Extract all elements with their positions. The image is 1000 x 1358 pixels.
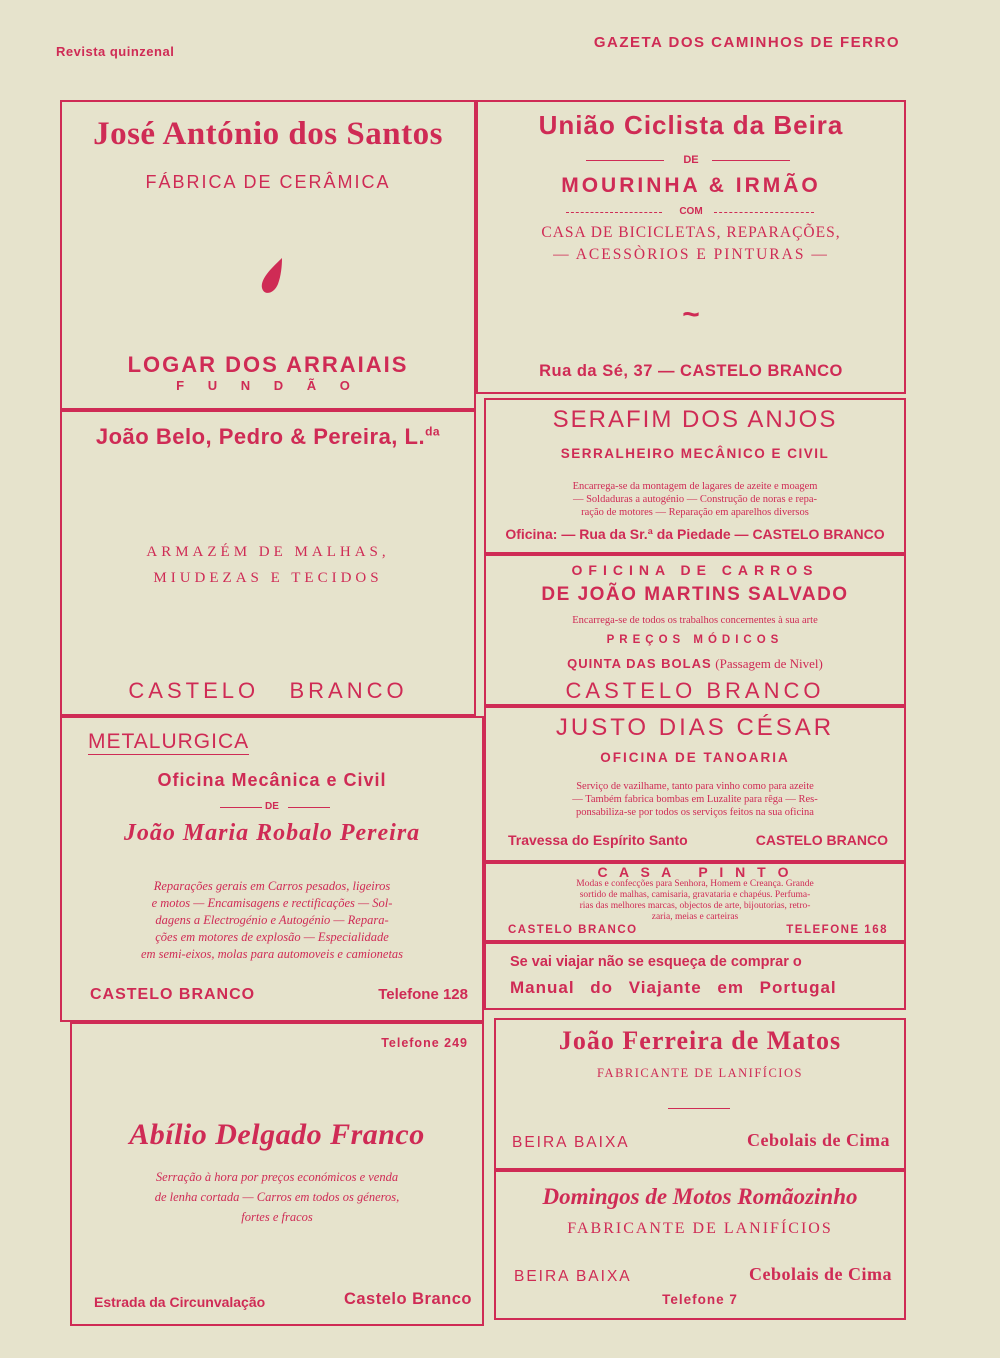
ad-place: [486, 656, 904, 672]
divider: [288, 807, 330, 808]
ad-prices: PREÇOS MÓDICOS: [606, 634, 784, 646]
ad-owners: MOURINHA & IRMÃO: [561, 174, 821, 197]
ad-metalurgica: [60, 716, 484, 1022]
ad-desc2: — Soldaduras a autogénio — Construção de noras e repa-: [572, 494, 818, 505]
page-header: [56, 30, 900, 60]
ad-desc2: — Também fabrica bombas em Luzalite para rêga — Res-: [572, 794, 818, 805]
ad-jose-antonio-dos-santos: [60, 100, 476, 410]
ad-subtitle: SERRALHEIRO MECÂNICO E CIVIL: [560, 446, 830, 461]
ad-town: CASTELO BRANCO: [90, 986, 256, 1003]
ad-desc: Encarrega-se de todos os trabalhos concernentes à sua arte: [572, 615, 818, 626]
ad-desc3: ração de motores — Reparação em aparelhos diversos: [581, 507, 809, 518]
ad-serafim-dos-anjos: [484, 398, 906, 554]
ad-town: Cebolais de Cima: [747, 1130, 890, 1150]
ad-desc3: dagens a Electrogénio e Autogénio — Repara-: [155, 913, 389, 927]
ad-desc1: Serração à hora por preços económicos e venda: [155, 1170, 399, 1184]
ad-place: LOGAR DOS ARRAIAIS: [127, 352, 409, 377]
ad-desc5: em semi-eixos, molas para automoveis e camionetas: [140, 947, 404, 961]
ad-manual-do-viajante: [484, 942, 906, 1010]
ad-town: Castelo Branco: [343, 1290, 472, 1308]
ad-town: CASTELO BRANCO: [508, 924, 638, 936]
ad-desc2: e motos — Encamisagens e rectificações — Sol-: [151, 896, 393, 910]
ad-owner: João Maria Robalo Pereira: [123, 820, 421, 846]
ad-desc1: Encarrega-se da montagem de lagares de azeite e moagem: [572, 481, 818, 492]
ad-title: OFICINA DE CARROS: [571, 562, 819, 578]
ad-domingos-romaozinho: [494, 1170, 906, 1320]
ad-joao-ferreira-de-matos: [494, 1018, 906, 1170]
ad-region: BEIRA BAIXA: [514, 1268, 632, 1285]
divider: [712, 160, 790, 161]
ad-name: José António dos Santos: [93, 116, 443, 152]
ad-subtitle: FÁBRICA DE CERÂMICA: [145, 172, 391, 192]
ad-line2: MIUDEZAS E TECIDOS: [153, 570, 383, 586]
ad-name: DE JOÃO MARTINS SALVADO: [541, 584, 849, 605]
ad-line2: — ACESSÒRIOS E PINTURAS —: [553, 246, 829, 263]
ad-name: C A S A P I N T O: [597, 864, 793, 880]
ad-name: SERAFIM DOS ANJOS: [552, 406, 838, 433]
ad-name: JUSTO DIAS CÉSAR: [555, 714, 835, 741]
ad-street: Travessa do Espírito Santo: [508, 832, 688, 848]
drop-ornament-icon: [254, 256, 288, 296]
ad-casa-pinto: [484, 862, 906, 942]
ad-desc1: Reparações gerais em Carros pesados, ligeiros: [153, 879, 391, 893]
ad-subtitle: OFICINA DE TANOARIA: [600, 750, 790, 765]
ad-title: METALURGICA: [88, 730, 250, 753]
ad-desc2: sortido de malhas, camisaria, gravataria e chapéus. Perfuma-: [579, 890, 811, 900]
ad-town: Cebolais de Cima: [749, 1264, 892, 1284]
ad-name: [62, 424, 474, 450]
ad-town: CASTELO BRANCO: [128, 678, 408, 703]
ad-subtitle: FABRICANTE DE LANIFÍCIOS: [597, 1066, 803, 1080]
ad-com: COM: [679, 206, 703, 217]
ad-name-main: João Belo, Pedro & Pereira, L.: [95, 424, 426, 449]
ad-desc3: ponsabiliza-se por todos os serviços feitos na sua oficina: [576, 807, 814, 818]
ad-phone: Telefone 249: [381, 1036, 468, 1050]
ad-address: Rua da Sé, 37 — CASTELO BRANCO: [539, 362, 843, 380]
ad-de: DE: [265, 801, 279, 812]
ad-name: Abílio Delgado Franco: [129, 1118, 425, 1151]
ad-street: Estrada da Circunvalação: [94, 1294, 266, 1310]
divider: [668, 1108, 730, 1109]
ad-phone: Telefone 7: [662, 1292, 738, 1307]
ad-place-rest: (Passagem de Nivel): [715, 656, 823, 671]
ad-line2: Manual do Viajante em Portugal: [510, 978, 837, 997]
ad-desc4: ções em motores de explosão — Especialidade: [155, 930, 389, 944]
ad-line1: ARMAZÉM DE MALHAS,: [146, 544, 390, 560]
ad-place-bold: QUINTA DAS BOLAS: [567, 656, 712, 671]
ad-desc2: de lenha cortada — Carros em todos os géneros,: [154, 1190, 400, 1204]
ad-desc3: fortes e fracos: [241, 1210, 313, 1224]
ad-phone: TELEFONE 168: [786, 924, 888, 936]
ad-phone: Telefone 128: [378, 986, 468, 1003]
ad-town: CASTELO BRANCO: [565, 678, 825, 703]
ad-oficina-de-carros: [484, 554, 906, 706]
divider: [714, 212, 814, 213]
publication-frequency: Revista quinzenal: [56, 44, 175, 59]
ad-subtitle: Oficina Mecânica e Civil: [157, 770, 387, 790]
ad-address: Oficina: — Rua da Sr.ª da Piedade — CASTELO BRANCO: [505, 526, 885, 542]
ad-justo-dias-cesar: [484, 706, 906, 862]
ad-name: Domingos de Motos Romãozinho: [542, 1184, 858, 1209]
ad-name: João Ferreira de Matos: [558, 1026, 842, 1055]
ad-de: DE: [683, 154, 699, 166]
ad-desc1: Serviço de vazilhame, tanto para vinho como para azeite: [576, 781, 814, 792]
ad-joao-belo: [60, 410, 476, 716]
ad-name: União Ciclista da Beira: [538, 110, 844, 140]
ad-town: CASTELO BRANCO: [755, 832, 888, 848]
publication-title: GAZETA DOS CAMINHOS DE FERRO: [593, 34, 900, 51]
ad-line1: Se vai viajar não se esqueça de comprar o: [510, 954, 802, 970]
ad-uniao-ciclista: [476, 100, 906, 394]
ad-line1: CASA DE BICICLETAS, REPARAÇÕES,: [541, 224, 841, 241]
ad-subtitle: FABRICANTE DE LANIFÍCIOS: [567, 1220, 833, 1237]
ad-name-sup: da: [425, 424, 441, 439]
ad-desc4: zaria, meias e carteiras: [651, 912, 739, 922]
ad-desc1: Modas e confecções para Senhora, Homem e Creança. Grande: [576, 879, 814, 889]
ad-desc3: rias das melhores marcas, objectos de arte, bijoutorias, retro-: [579, 901, 811, 911]
ad-abilio-delgado-franco: [70, 1022, 484, 1326]
tilde-ornament: ~: [682, 298, 700, 331]
ad-town: F U N D Ã O: [176, 378, 360, 393]
ad-region: BEIRA BAIXA: [512, 1134, 630, 1151]
